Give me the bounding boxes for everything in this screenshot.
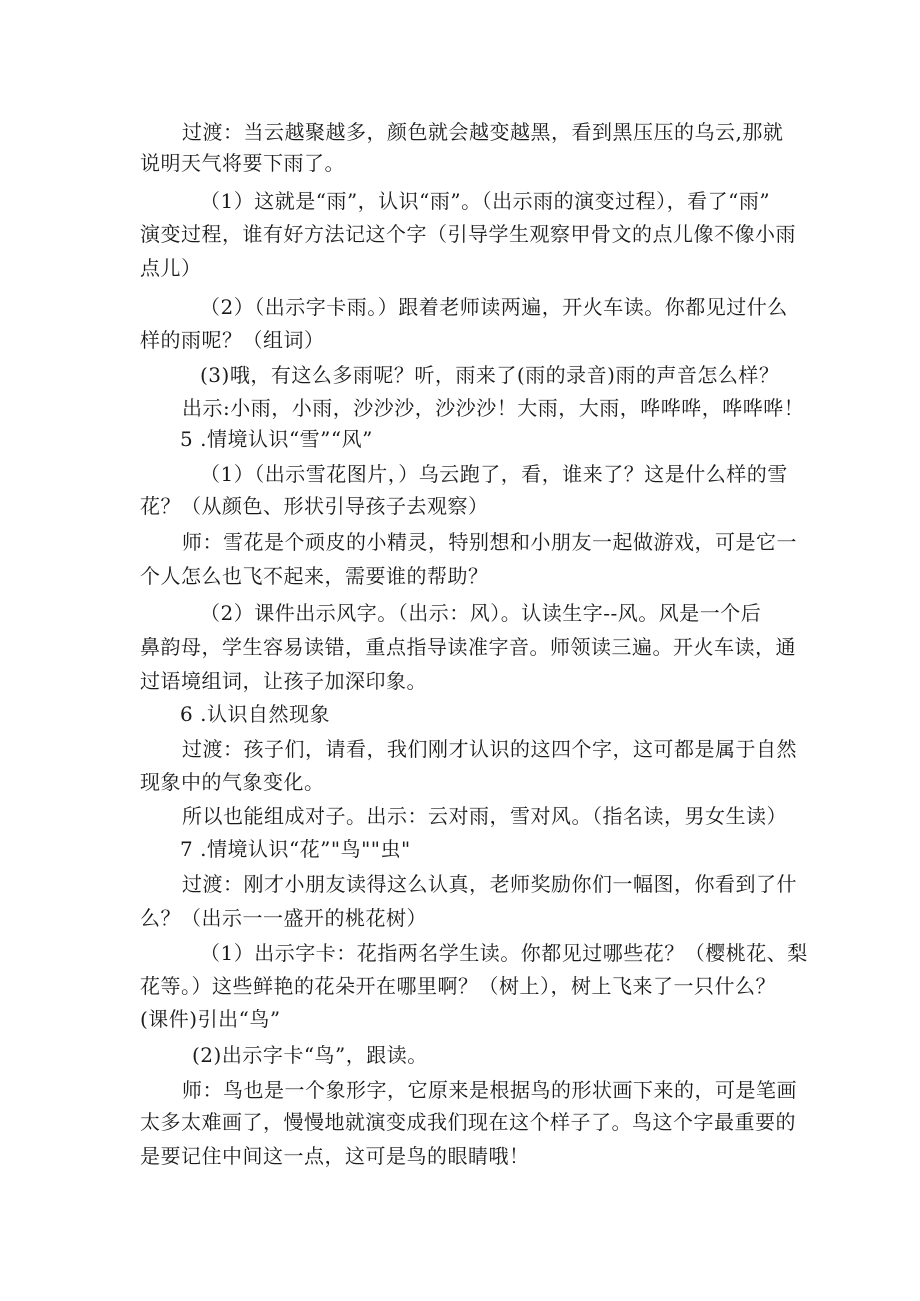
text-line: 样的雨呢？（组词）	[140, 328, 325, 352]
text-line: （1）出示字卡：花指两名学生读。你都见过哪些花？（樱桃花、梨	[200, 941, 808, 965]
text-line: 师：鸟也是一个象形字，它原来是根据鸟的形状画下来的，可是笔画	[182, 1078, 797, 1102]
text-line: 是要记住中间这一点，这可是鸟的眼睛哦！	[140, 1144, 530, 1168]
text-line: （1）这就是“雨”，认识“雨”。（出示雨的演变过程），看了“雨”	[200, 189, 771, 213]
text-line: 现象中的气象变化。	[140, 770, 325, 794]
text-line: (2)出示字卡“鸟”，跟读。	[192, 1043, 428, 1067]
text-line: （2）课件出示风字。（出示：风）。认读生字--风。风是一个后	[200, 601, 762, 625]
text-line: 出示:小雨，小雨，沙沙沙，沙沙沙！大雨，大雨，哗哗哗，哗哗哗！	[182, 396, 805, 420]
text-line: 鼻韵母，学生容易读错，重点指导读准字音。师领读三遍。开火车读，通	[140, 635, 796, 659]
text-line: 么？（出示一一盛开的桃花树）	[140, 906, 427, 930]
text-line: 所以也能组成对子。出示：云对雨，雪对风。（指名读，男女生读）	[182, 804, 787, 828]
text-line: 个人怎么也飞不起来，需要谁的帮助？	[140, 564, 489, 588]
text-line: 过渡：当云越聚越多，颜色就会越变越黑，看到黑压压的乌云,那就	[182, 120, 784, 144]
text-line: 演变过程，谁有好方法记这个字（引导学生观察甲骨文的点儿像不像小雨	[140, 222, 796, 246]
text-line: 过渡：刚才小朋友读得这么认真，老师奖励你们一幅图，你看到了什	[182, 872, 797, 896]
text-line: 花？（从颜色、形状引导孩子去观察）	[140, 494, 489, 518]
section-heading: 7 .情境认识“花”"鸟""虫"	[180, 837, 411, 861]
section-heading: 6 .认识自然现象	[180, 702, 330, 726]
text-line: （1）（出示雪花图片，）乌云跑了，看，谁来了？这是什么样的雪	[200, 462, 788, 486]
text-line: (课件)引出“鸟”	[140, 1007, 281, 1031]
text-line: (3)哦，有这么多雨呢？听，雨来了(雨的录音)雨的声音怎么样？	[200, 363, 780, 387]
text-line: 点儿）	[140, 256, 202, 280]
text-line: 过语境组词，让孩子加深印象。	[140, 669, 427, 693]
text-line: 花等。）这些鲜艳的花朵开在哪里啊？（树上），树上飞来了一只什么？	[140, 974, 776, 998]
text-line: （2）（出示字卡雨。）跟着老师读两遍，开火车读。你都见过什么	[200, 295, 788, 319]
section-heading: 5 .情境认识“雪”“风”	[180, 427, 373, 451]
text-line: 说明天气将要下雨了。	[140, 151, 345, 175]
text-line: 过渡：孩子们，请看，我们刚才认识的这四个字，这可都是属于自然	[182, 737, 797, 761]
text-line: 师：雪花是个顽皮的小精灵，特别想和小朋友一起做游戏，可是它一	[182, 530, 797, 554]
text-line: 太多太难画了，慢慢地就演变成我们现在这个样子了。鸟这个字最重要的	[140, 1110, 796, 1134]
